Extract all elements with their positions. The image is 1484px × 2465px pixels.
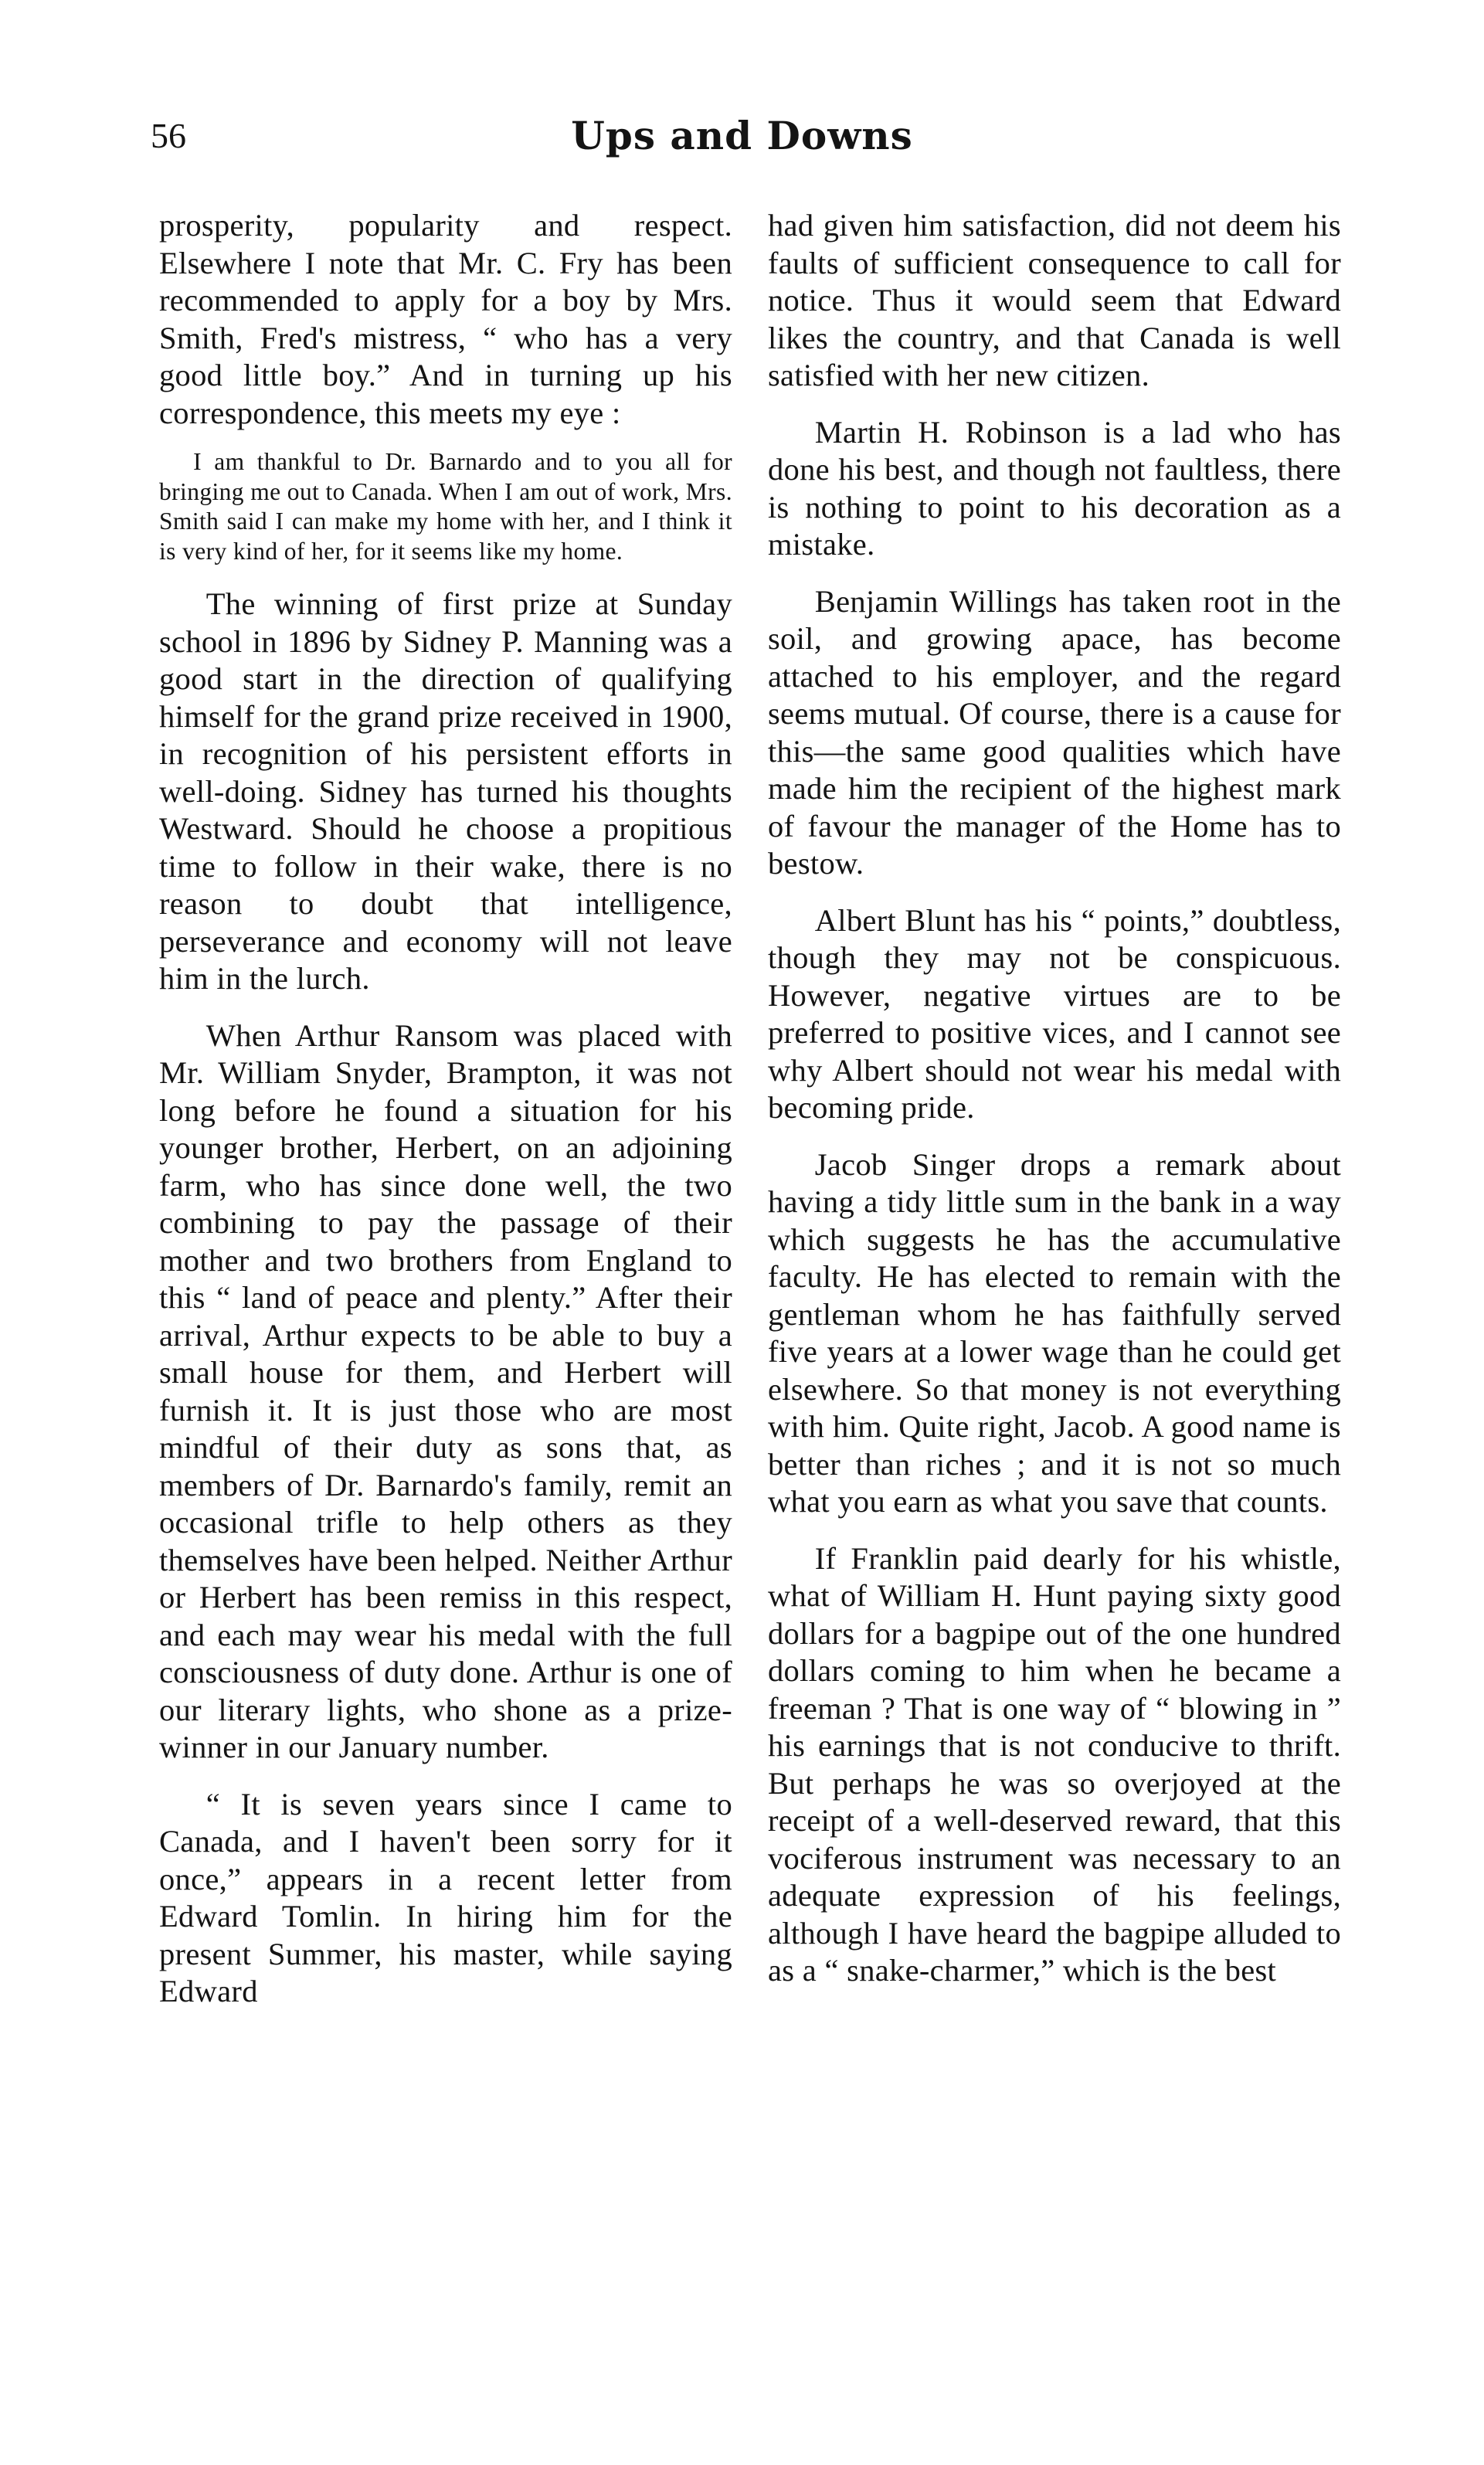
- paragraph-edward-continued: had given him satisfaction, did not deem his faults of sufficient consequence to call for notice. Thus it would seem that Edward likes the country, and that Canada is well satisfied with her new citizen.: [768, 208, 1341, 392]
- letter-quote: I am thankful to Dr. Barnardo and to you all for bringing me out to Canada. When I am out of work, Mrs. Smith said I can make my home with her, and I think it is very kind of her, for it seems like my home.: [159, 448, 732, 565]
- paragraph-edward-tomlin: “ It is seven years since I came to Canada, and I haven't been sorry for it once,” appears in a recent letter from Edward Tomlin. In hiring him for the present Summer, his master, while saying Edward: [159, 1786, 732, 2008]
- right-column: [768, 207, 1341, 1990]
- left-column: [159, 207, 732, 2011]
- paragraph-continuation: prosperity, popularity and respect. Elsewhere I note that Mr. C. Fry has been recommended to apply for a boy by Mrs. Smith, Fred's mistress, “ who has a very good little boy.” And in turning up his correspondence, this meets my eye :: [159, 208, 732, 430]
- paragraph-benjamin-willings: Benjamin Willings has taken root in the soil, and growing apace, has become attached to his employer, and the regard seems mutual. Of course, there is a cause for this—the same good qualities which have made him the recipient of the highest mark of favour the manager of the Home has to bestow.: [768, 583, 1341, 881]
- paragraph-albert-blunt: Albert Blunt has his “ points,” doubtless, though they may not be conspicuous. However, negative virtues are to be preferred to positive vices, and I cannot see why Albert should not wear his medal with becoming pride.: [768, 902, 1341, 1125]
- paragraph-jacob-singer: Jacob Singer drops a remark about having a tidy little sum in the bank in a way which suggests he has the accumulative faculty. He has elected to remain with the gentleman whom he has faithfully served five years at a lower wage than he could get elsewhere. So that money is not everything with him. Quite right, Jacob. A good name is better than riches ; and it is not so much what you earn as what you save that counts.: [768, 1146, 1341, 1519]
- running-head-title: Ups and Downs: [571, 113, 913, 158]
- paragraph-martin-robinson: Martin H. Robinson is a lad who has done his best, and though not faultless, there is nothing to point to his decoration as a mistake.: [768, 414, 1341, 562]
- paragraph-arthur-ransom: When Arthur Ransom was placed with Mr. William Snyder, Brampton, it was not long before he found a situation for his younger brother, Herbert, on an adjoining farm, who has since done well, the two combining to pay the passage of their mother and two brothers from England to this “ land of peace and plenty.” After their arrival, Arthur expects to be able to buy a small house for them, and Herbert will furnish it. It is just those who are most mindful of their duty as sons that, as members of Dr. Barnardo's family, remit an occasional trifle to help others as they themselves have been helped. Neither Arthur or Herbert has been remiss in this respect, and each may wear his medal with the full consciousness of duty done. Arthur is one of our literary lights, who shone as a prize-winner in our January number.: [159, 1017, 732, 1764]
- paragraph-william-hunt: If Franklin paid dearly for his whistle, what of William H. Hunt paying sixty good dollars for a bagpipe out of the one hundred dollars coming to him when he became a freeman ? That is one way of “ blowing in ” his earnings that is not conducive to thrift. But perhaps he was so overjoyed at the receipt of a well-deserved reward, that this vociferous instrument was necessary to an adequate expression of his feelings, although I have heard the bagpipe alluded to as a “ snake-charmer,” which is the best: [768, 1540, 1341, 1988]
- paragraph-sidney-manning: The winning of first prize at Sunday school in 1896 by Sidney P. Manning was a good start in the direction of qualifying himself for the grand prize received in 1900, in recognition of his persistent efforts in well-doing. Sidney has turned his thoughts Westward. Should he choose a propitious time to follow in their wake, there is no reason to doubt that intelligence, perseverance and economy will not leave him in the lurch.: [159, 586, 732, 996]
- page-number: 56: [151, 116, 186, 155]
